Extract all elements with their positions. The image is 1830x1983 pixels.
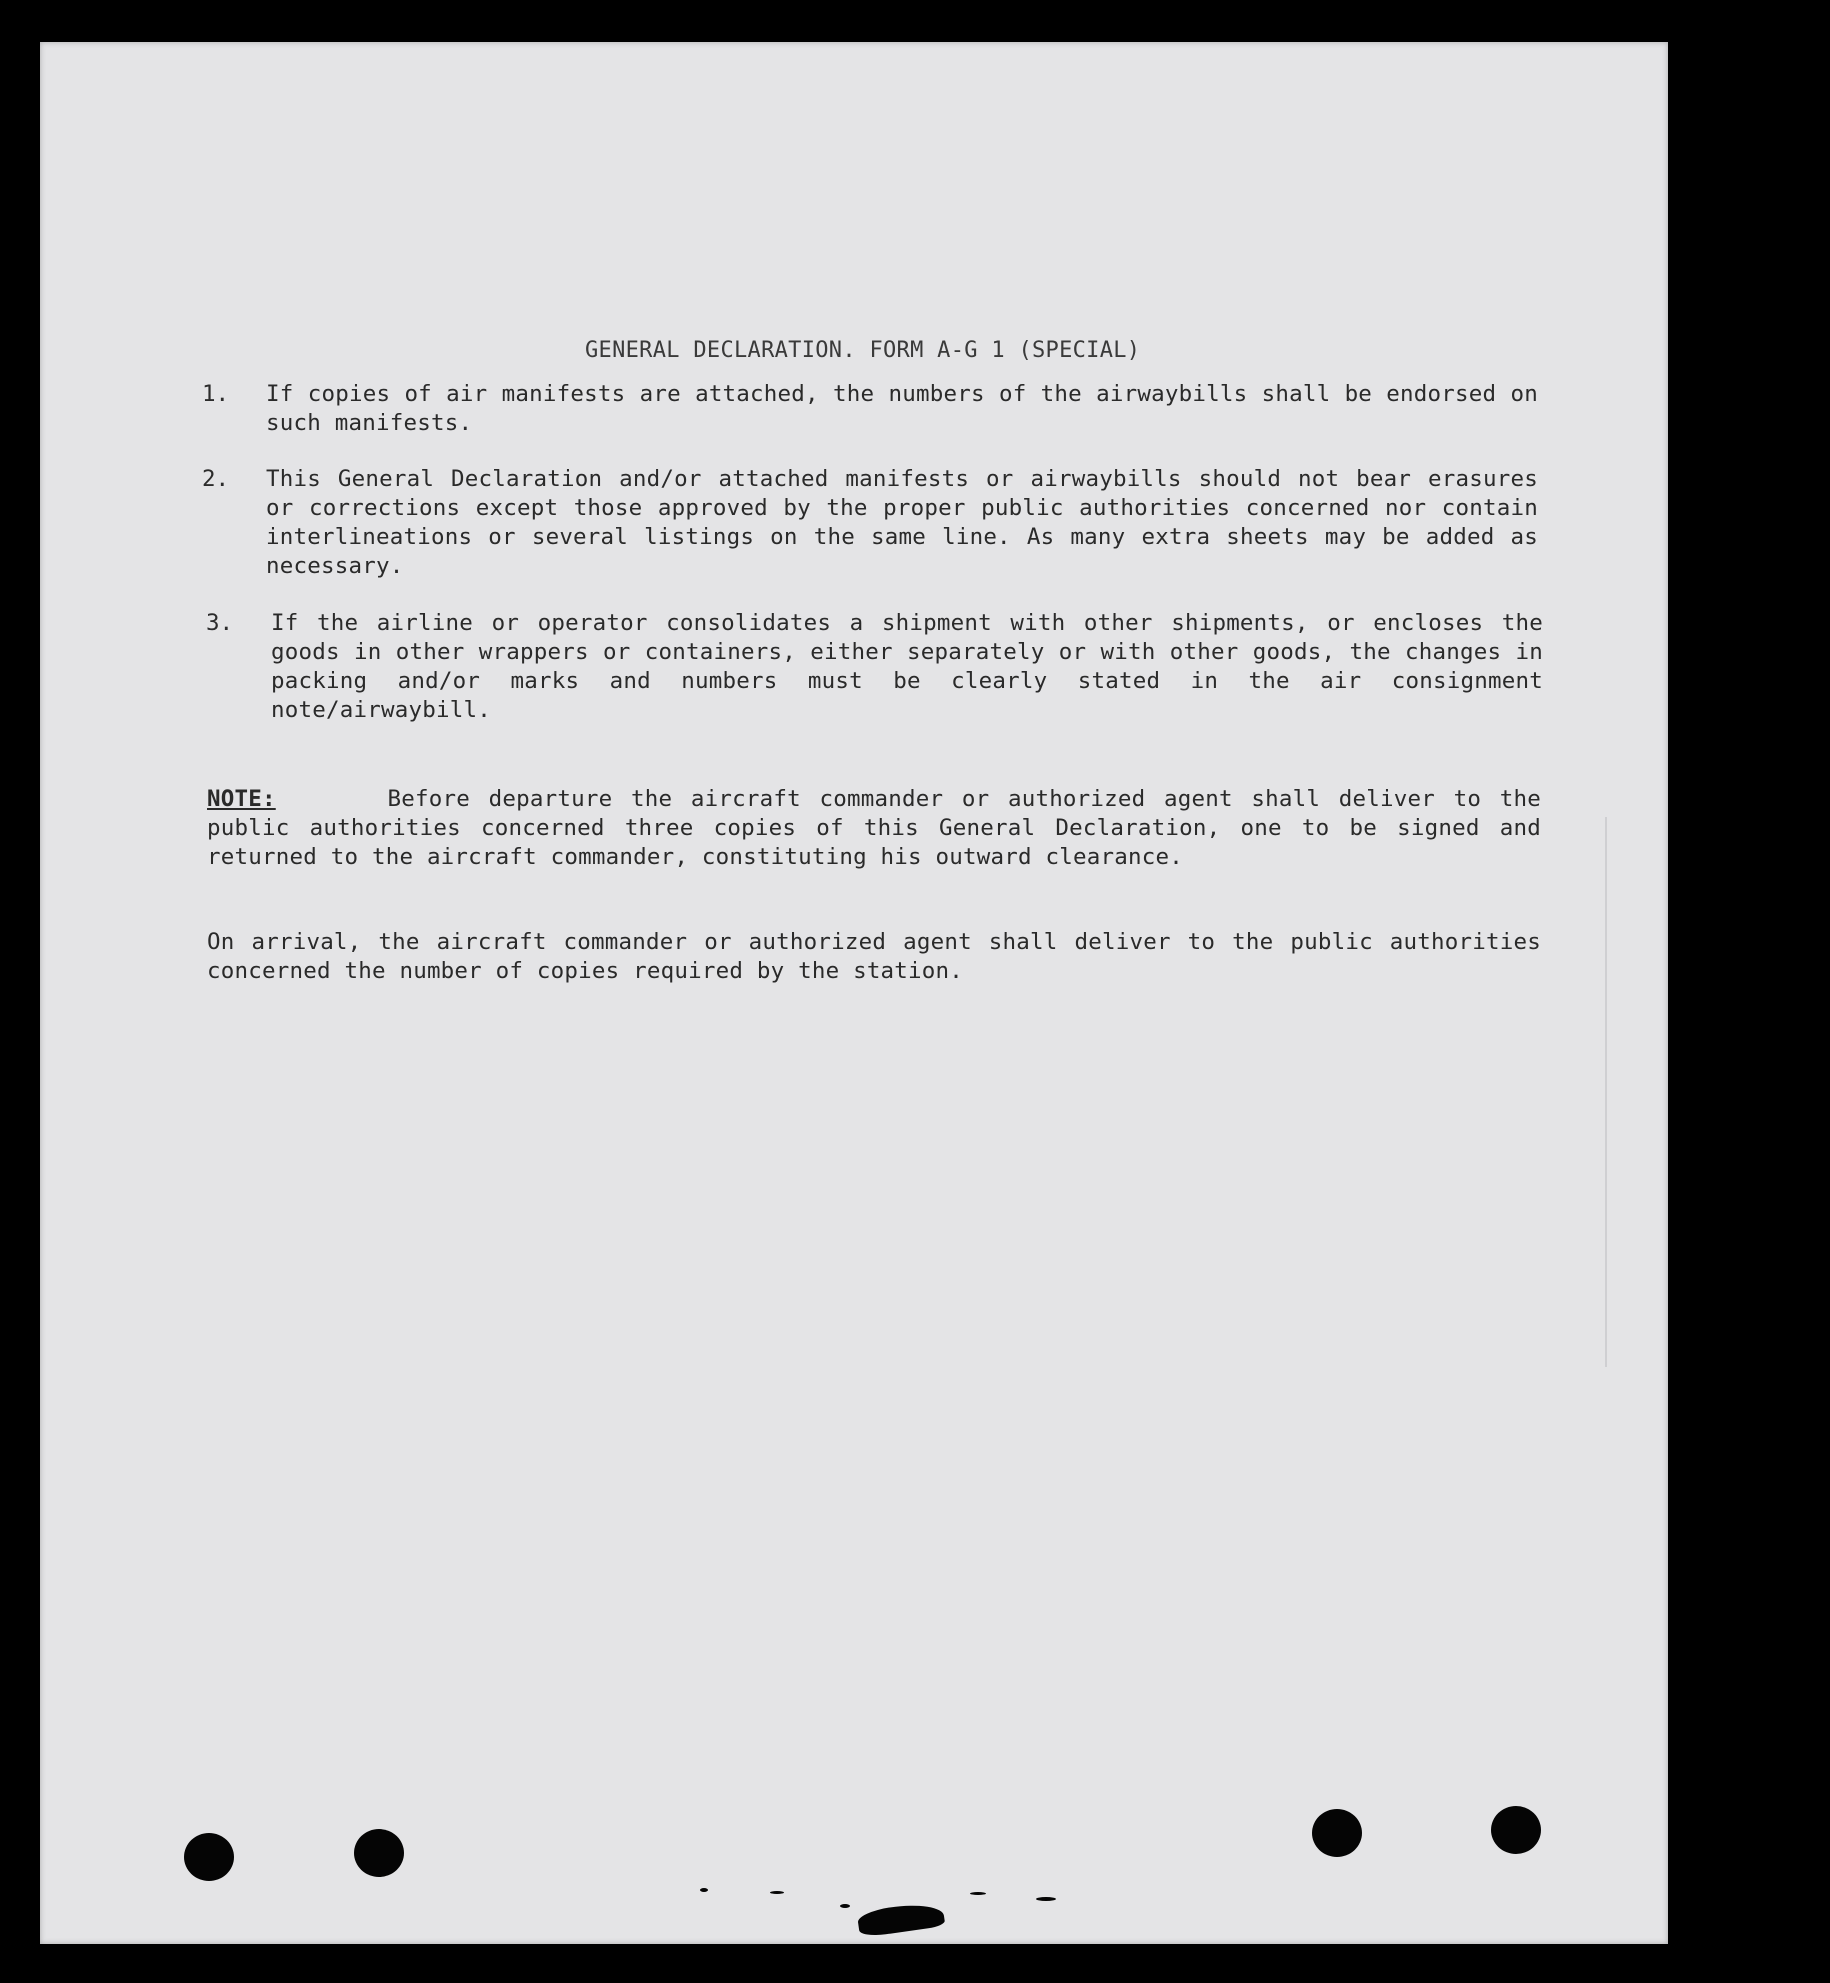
document-title: GENERAL DECLARATION. FORM A-G 1 (SPECIAL) (585, 338, 1141, 363)
item-2-number: 2. (202, 466, 230, 492)
bleed-through-line (1605, 817, 1607, 1367)
arrival-paragraph: On arrival, the aircraft commander or authorized agent shall deliver to the public authorities concerned the number of copies required by the station. (207, 929, 1541, 984)
ink-smudge (770, 1891, 784, 1894)
ink-smudge (1036, 1897, 1056, 1901)
punch-hole (1312, 1809, 1362, 1857)
item-1-number: 1. (202, 381, 230, 407)
punch-hole (354, 1829, 404, 1877)
item-3-number: 3. (206, 610, 234, 636)
note-text: Before departure the aircraft commander or authorized agent shall deliver to the public authorities concerned three copies of this General Declaration, one to be signed and returned to the aircraft commander, constituting his outward clearance. (207, 786, 1541, 870)
ink-smudge (970, 1892, 986, 1895)
note-label: NOTE: (207, 786, 276, 812)
item-3-text: If the airline or operator consolidates a shipment with other shipments, or encloses the goods in other wrappers or containers, either separately or with other goods, the changes in packing and/or marks and numbers must be clearly stated in the air consignment note/airwaybill. (271, 610, 1543, 723)
punch-hole (1491, 1806, 1541, 1854)
ink-smudge (840, 1904, 850, 1908)
note-paragraph (207, 785, 1541, 872)
item-1-text: If copies of air manifests are attached, the numbers of the airwaybills shall be endorsed on such manifests. (266, 381, 1538, 436)
item-2-text: This General Declaration and/or attached manifests or airwaybills should not bear erasures or corrections except those approved by the proper public authorities concerned nor contain interlineations or several listings on the same line. As many extra sheets may be added as necessary. (266, 466, 1538, 579)
document-page (40, 42, 1668, 1944)
punch-hole (184, 1833, 234, 1881)
ink-smudge (700, 1888, 708, 1892)
